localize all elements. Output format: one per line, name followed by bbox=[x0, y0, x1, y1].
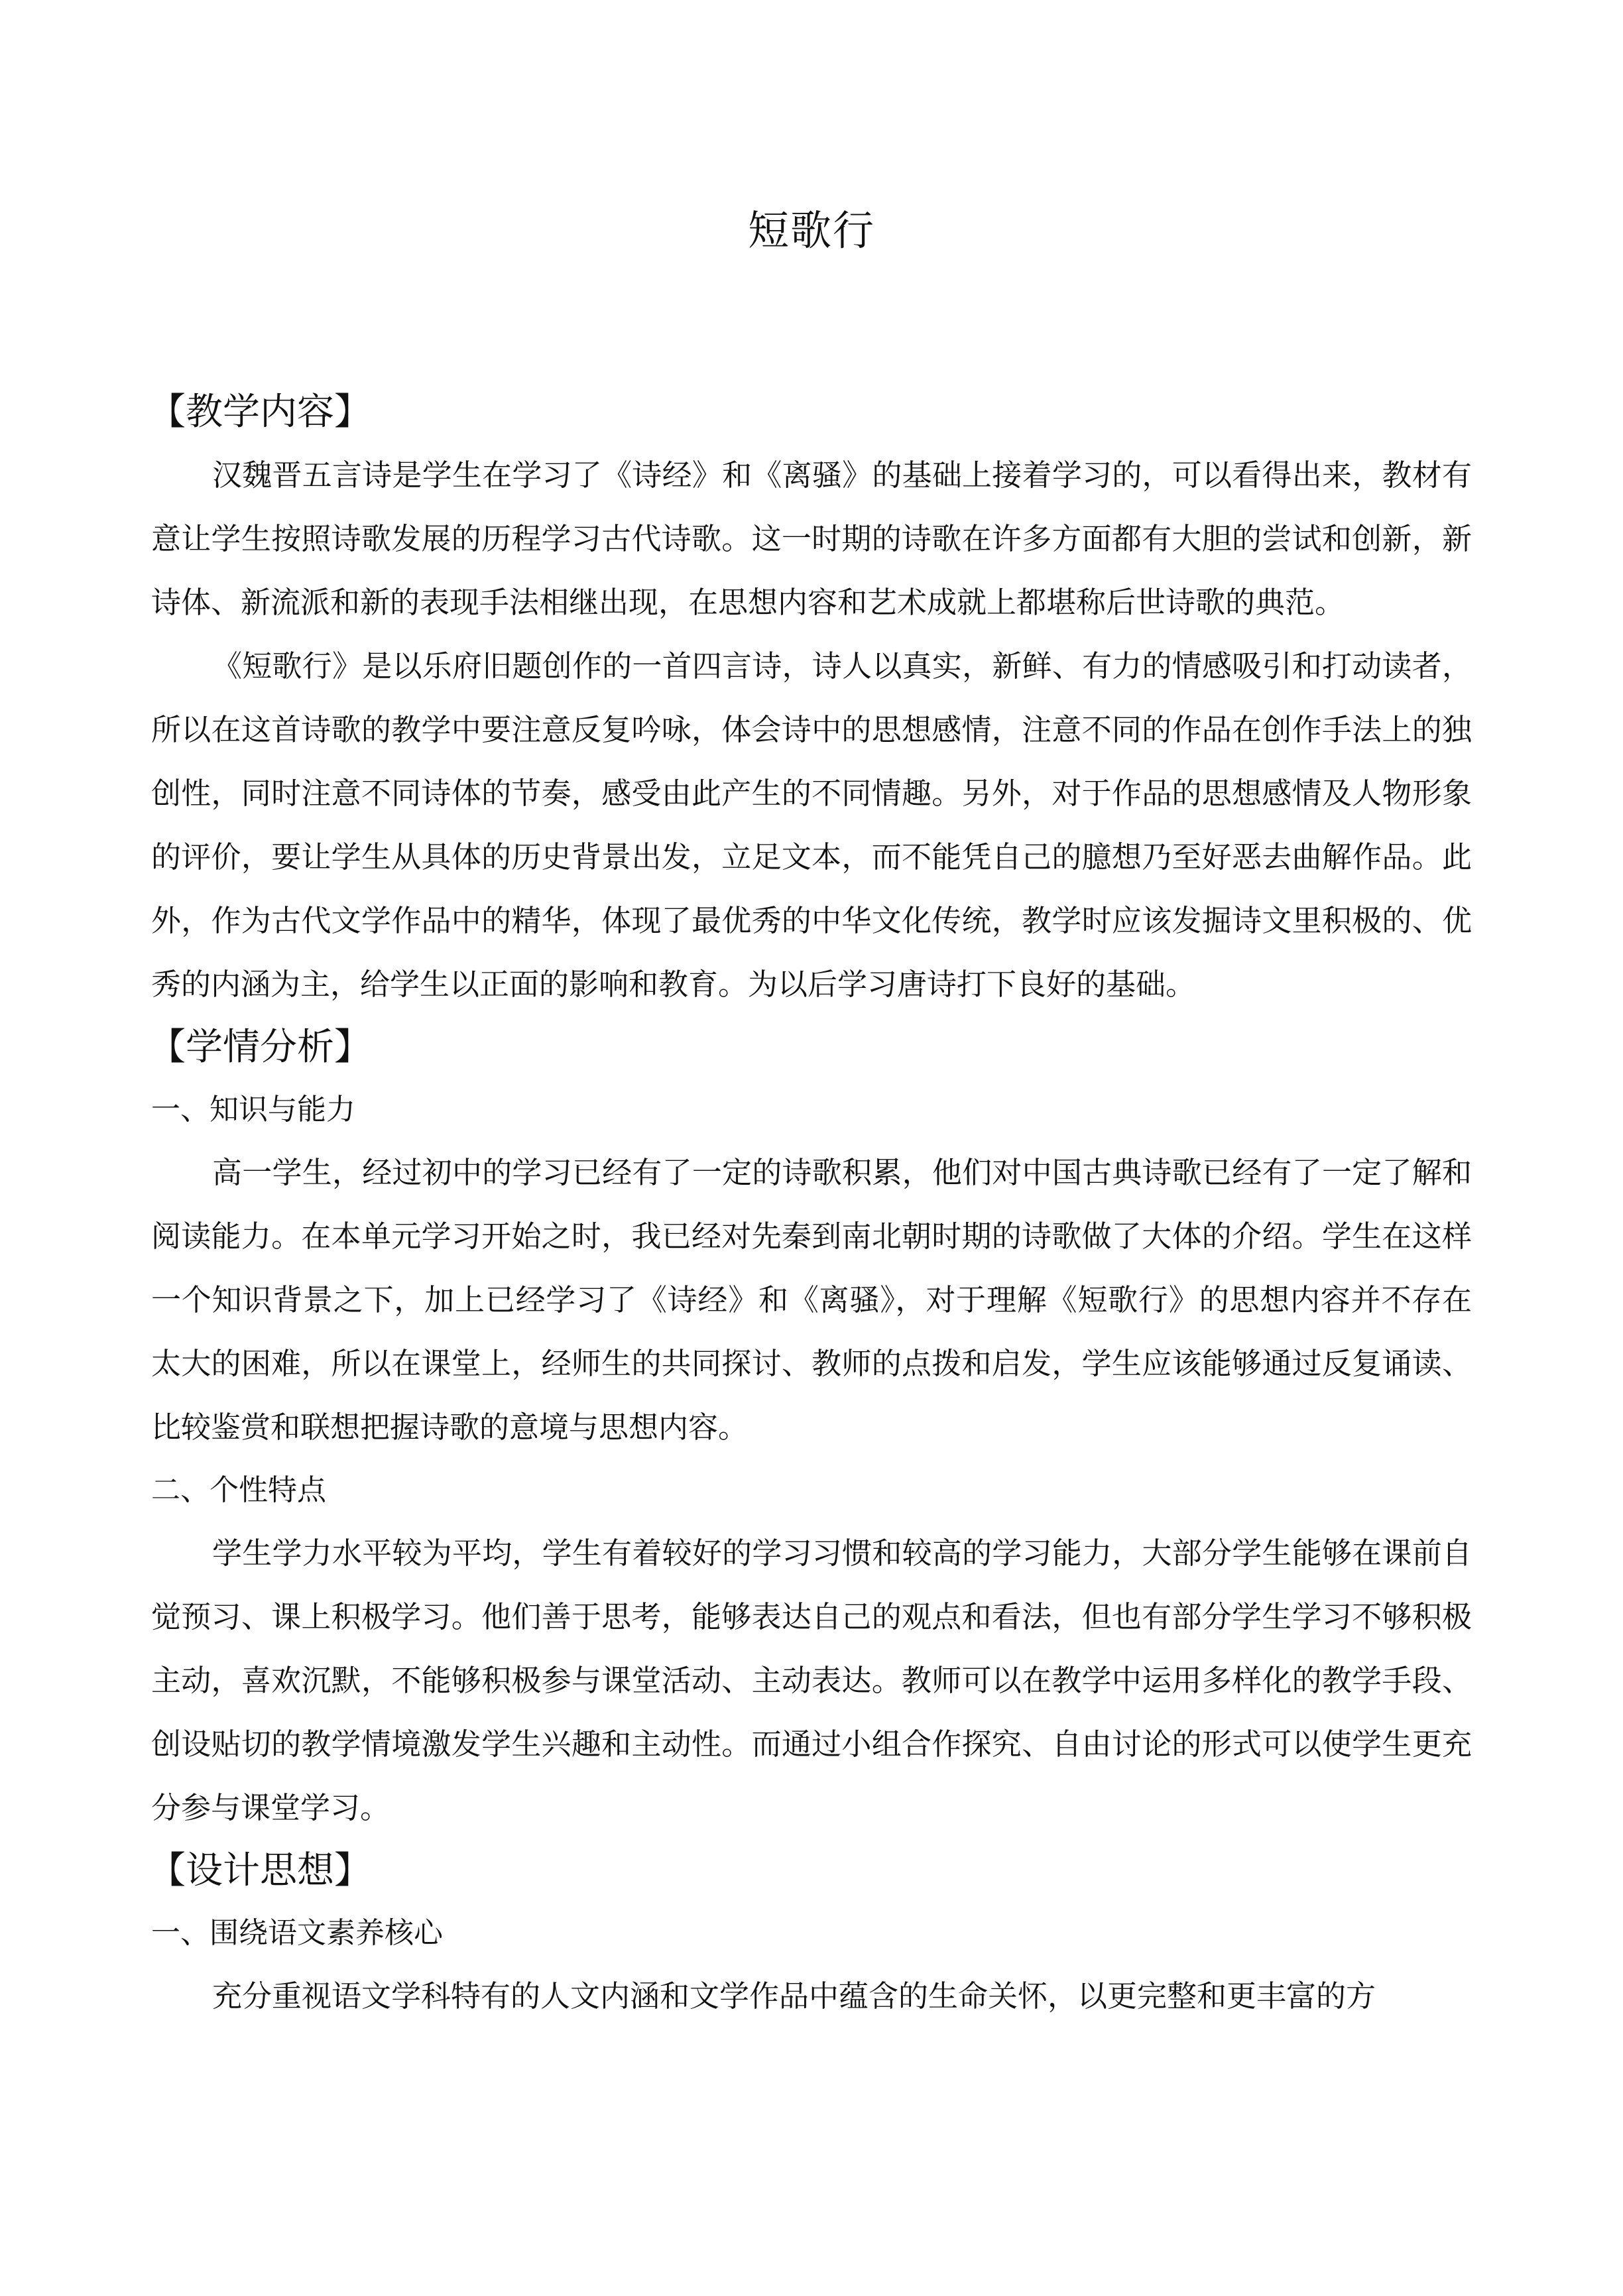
subheading-literacy-core: 一、围绕语文素养核心 bbox=[151, 1916, 443, 1950]
paragraph: 《短歌行》是以乐府旧题创作的一首四言诗，诗人以真实，新鲜、有力的情感吸引和打动读者，所以在这首诗歌的教学中要注意反复吟咏，体会诗中的思想感情，注意不同的作品在创作手法上的独创性，同时注意不同诗体的节奏，感受由此产生的不同情趣。另外，对于作品的思想感情及人物形象的评价，要让学生从具体的历史背景出发，立足文本，而不能凭自己的臆想乃至好恶去曲解作品。此外，作为古代文学作品中的精华，体现了最优秀的中华文化传统，教学时应该发掘诗文里积极的、优秀的内涵为主，给学生以正面的影响和教育。为以后学习唐诗打下良好的基础。 bbox=[151, 648, 1472, 1002]
document-title: 短歌行 bbox=[747, 206, 875, 255]
document-body bbox=[151, 381, 1472, 2028]
paragraph: 充分重视语文学科特有的人文内涵和文学作品中蕴含的生命关怀，以更完整和更丰富的方 bbox=[212, 1978, 1376, 2014]
subheading-knowledge-ability: 一、知识与能力 bbox=[151, 1093, 355, 1126]
paragraph: 汉魏晋五言诗是学生在学习了《诗经》和《离骚》的基础上接着学习的，可以看得出来，教材有意让学生按照诗歌发展的历程学习古代诗歌。这一时期的诗歌在许多方面都有大胆的尝试和创新，新诗体、新流派和新的表现手法相继出现，在思想内容和艺术成就上都堪称后世诗歌的典范。 bbox=[151, 457, 1472, 620]
paragraph: 学生学力水平较为平均，学生有着较好的学习习惯和较高的学习能力，大部分学生能够在课前自觉预习、课上积极学习。他们善于思考，能够表达自己的观点和看法，但也有部分学生学习不够积极主动，喜欢沉默，不能够积极参与课堂活动、主动表达。教师可以在教学中运用多样化的教学手段、创设贴切的教学情境激发学生兴趣和主动性。而通过小组合作探究、自由讨论的形式可以使学生更充分参与课堂学习。 bbox=[151, 1536, 1472, 1825]
section-heading-teaching-content: 【教学内容】 bbox=[149, 391, 371, 434]
paragraph: 高一学生，经过初中的学习已经有了一定的诗歌积累，他们对中国古典诗歌已经有了一定了解和阅读能力。在本单元学习开始之时，我已经对先秦到南北朝时期的诗歌做了大体的介绍。学生在这样一个知识背景之下，加上已经学习了《诗经》和《离骚》，对于理解《短歌行》的思想内容并不存在太大的困难，所以在课堂上，经师生的共同探讨、教师的点拨和启发，学生应该能够通过反复诵读、比较鉴赏和联想把握诗歌的意境与思想内容。 bbox=[151, 1155, 1472, 1445]
subheading-personality: 二、个性特点 bbox=[151, 1473, 326, 1507]
section-heading-design-thinking: 【设计思想】 bbox=[149, 1849, 371, 1892]
section-heading-learner-analysis: 【学情分析】 bbox=[149, 1026, 371, 1069]
